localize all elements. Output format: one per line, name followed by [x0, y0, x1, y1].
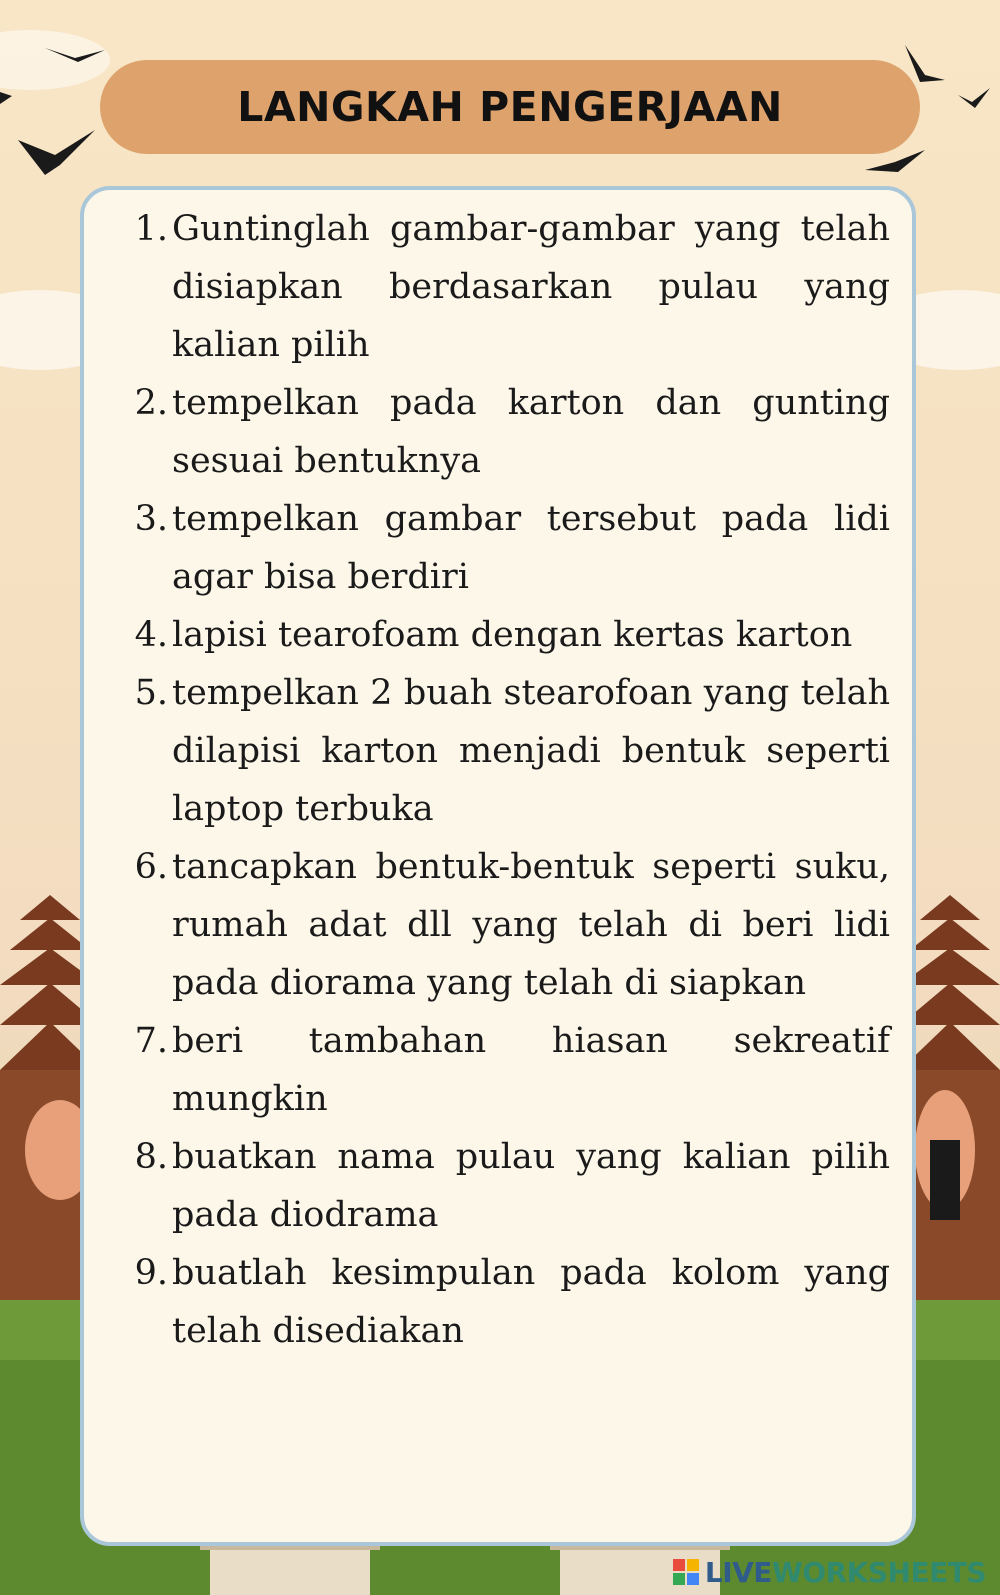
list-item: [124, 606, 890, 664]
step-number: 1.: [134, 209, 168, 249]
list-item: [124, 490, 890, 606]
step-text: beri tambahan hiasan sekreatif mungkin: [172, 1021, 890, 1119]
step-number: 4.: [134, 615, 168, 655]
step-text: Guntinglah gambar-gambar yang telah disiapkan berdasarkan pulau yang kalian pilih: [172, 209, 890, 365]
list-item: [124, 1244, 890, 1360]
step-text: buatkan nama pulau yang kalian pilih pada diodrama: [172, 1137, 890, 1235]
step-text: buatlah kesimpulan pada kolom yang telah disediakan: [172, 1253, 890, 1351]
steps-list: [124, 200, 890, 1360]
list-item: [124, 374, 890, 490]
list-item: [124, 1012, 890, 1128]
liveworksheets-icon: [673, 1559, 701, 1587]
list-item: [124, 200, 890, 374]
list-item: [124, 838, 890, 1012]
list-item: [124, 664, 890, 838]
step-text: lapisi tearofoam dengan kertas karton: [172, 615, 853, 655]
step-number: 6.: [134, 847, 168, 887]
step-text: tancapkan bentuk-bentuk seperti suku, rumah adat dll yang telah di beri lidi pada diorama yang telah di siapkan: [172, 847, 890, 1003]
title-banner: [100, 60, 920, 154]
step-number: 7.: [134, 1021, 168, 1061]
list-item: [124, 1128, 890, 1244]
liveworksheets-logo[interactable]: [673, 1556, 986, 1589]
step-number: 8.: [134, 1137, 168, 1177]
step-number: 9.: [134, 1253, 168, 1293]
step-text: tempelkan pada karton dan gunting sesuai bentuknya: [172, 383, 890, 481]
page-title: LANGKAH PENGERJAAN: [237, 83, 783, 131]
step-number: 2.: [134, 383, 168, 423]
step-number: 3.: [134, 499, 168, 539]
step-number: 5.: [134, 673, 168, 713]
brand-text-worksheets: WORKSHEETS: [771, 1556, 986, 1589]
step-text: tempelkan gambar tersebut pada lidi agar bisa berdiri: [172, 499, 890, 597]
step-text: tempelkan 2 buah stearofoan yang telah dilapisi karton menjadi bentuk seperti laptop terbuka: [172, 673, 890, 829]
brand-text-live: LIVE: [704, 1556, 772, 1589]
